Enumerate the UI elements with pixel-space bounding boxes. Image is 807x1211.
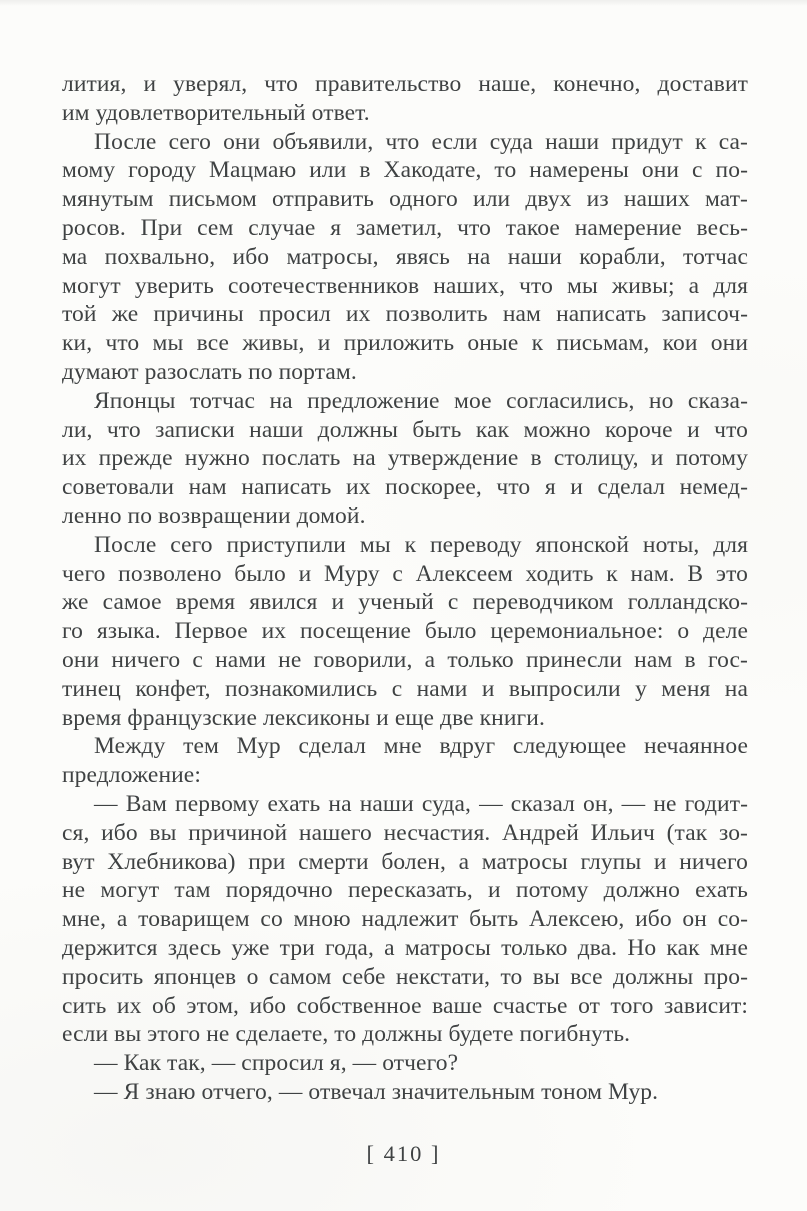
text-line: они ничего с нами не говорили, а только принесли нам в гос- xyxy=(62,646,748,673)
text-line: предложение: xyxy=(62,762,201,789)
text-block xyxy=(62,70,748,1107)
text-line: ся, ибо вы причиной нашего несчастия. Андрей Ильич (так зо- xyxy=(62,819,748,846)
paragraph xyxy=(62,790,748,1049)
text-line: же самое время явился и ученый с переводчиком голландско- xyxy=(62,589,748,616)
page-number: [ 410 ] xyxy=(366,1141,441,1166)
text-line: мянутым письмом отправить одного или двух из наших мат- xyxy=(62,186,748,213)
text-line: — Вам первому ехать на наши суда, — сказал он, — не годит- xyxy=(94,790,748,817)
paragraph xyxy=(62,70,748,128)
text-line: ки, что мы все живы, и приложить оные к письмам, кои они xyxy=(62,330,748,357)
text-line: мому городу Мацмаю или в Хакодате, то намерены они с по- xyxy=(62,157,748,184)
text-line: держится здесь уже три года, а матросы только два. Но как мне xyxy=(62,934,748,961)
page-footer xyxy=(0,1141,807,1167)
text-line: время французские лексиконы и еще две книги. xyxy=(62,704,545,731)
text-line: После сего приступили мы к переводу японской ноты, для xyxy=(94,531,748,558)
text-line: лития, и уверял, что правительство наше, конечно, доставит xyxy=(62,71,748,97)
paragraph xyxy=(62,1049,748,1078)
text-line: го языка. Первое их посещение было церемониальное: о деле xyxy=(62,618,748,645)
text-line: Между тем Мур сделал мне вдруг следующее нечаянное xyxy=(94,733,748,760)
text-line: той же причины просил их позволить нам написать записоч- xyxy=(62,301,748,328)
text-line: — Как так, — спросил я, — отчего? xyxy=(94,1050,459,1077)
text-line: советовали нам написать их поскорее, что я и сделал немед- xyxy=(62,474,748,501)
paragraph xyxy=(62,1078,748,1107)
paragraph xyxy=(62,531,748,733)
text-line: если вы этого не сделаете, то должны будете погибнуть. xyxy=(62,1021,631,1048)
text-line: им удовлетворительный ответ. xyxy=(62,99,370,126)
text-line: просить японцев о самом себе некстати, то вы все должны про- xyxy=(62,963,748,990)
text-line: — Я знаю отчего, — отвечал значительным тоном Мур. xyxy=(94,1078,659,1105)
text-line: росов. При сем случае я заметил, что такое намерение весь- xyxy=(62,214,748,241)
text-line: тинец конфет, познакомились с нами и выпросили у меня на xyxy=(62,675,748,702)
text-line: их прежде нужно послать на утверждение в столицу, и потому xyxy=(62,445,748,472)
text-line: После сего они объявили, что если суда наши придут к са- xyxy=(94,128,748,155)
text-line: сить их об этом, ибо собственное ваше счастье от того зависит: xyxy=(62,992,748,1019)
text-line: думают разослать по портам. xyxy=(62,358,357,385)
text-line: вут Хлебникова) при смерти болен, а матросы глупы и ничего xyxy=(62,848,748,875)
text-line: мне, а товарищем со мною надлежит быть Алексею, ибо он со- xyxy=(62,906,748,933)
text-line: не могут там порядочно пересказать, и потому должно ехать xyxy=(62,877,748,904)
text-line: Японцы тотчас на предложение мое согласились, но сказа- xyxy=(94,387,748,414)
text-line: могут уверить соотечественников наших, что мы живы; а для xyxy=(62,272,748,299)
text-line: ма похвально, ибо матросы, явясь на наши корабли, тотчас xyxy=(62,243,748,270)
paragraph xyxy=(62,128,748,387)
text-line: ли, что записки наши должны быть как можно короче и что xyxy=(62,416,748,443)
paragraph xyxy=(62,387,748,531)
text-line: ленно по возвращении домой. xyxy=(62,502,366,529)
paragraph xyxy=(62,732,748,790)
text-line: чего позволено было и Муру с Алексеем ходить к нам. В это xyxy=(62,560,748,587)
